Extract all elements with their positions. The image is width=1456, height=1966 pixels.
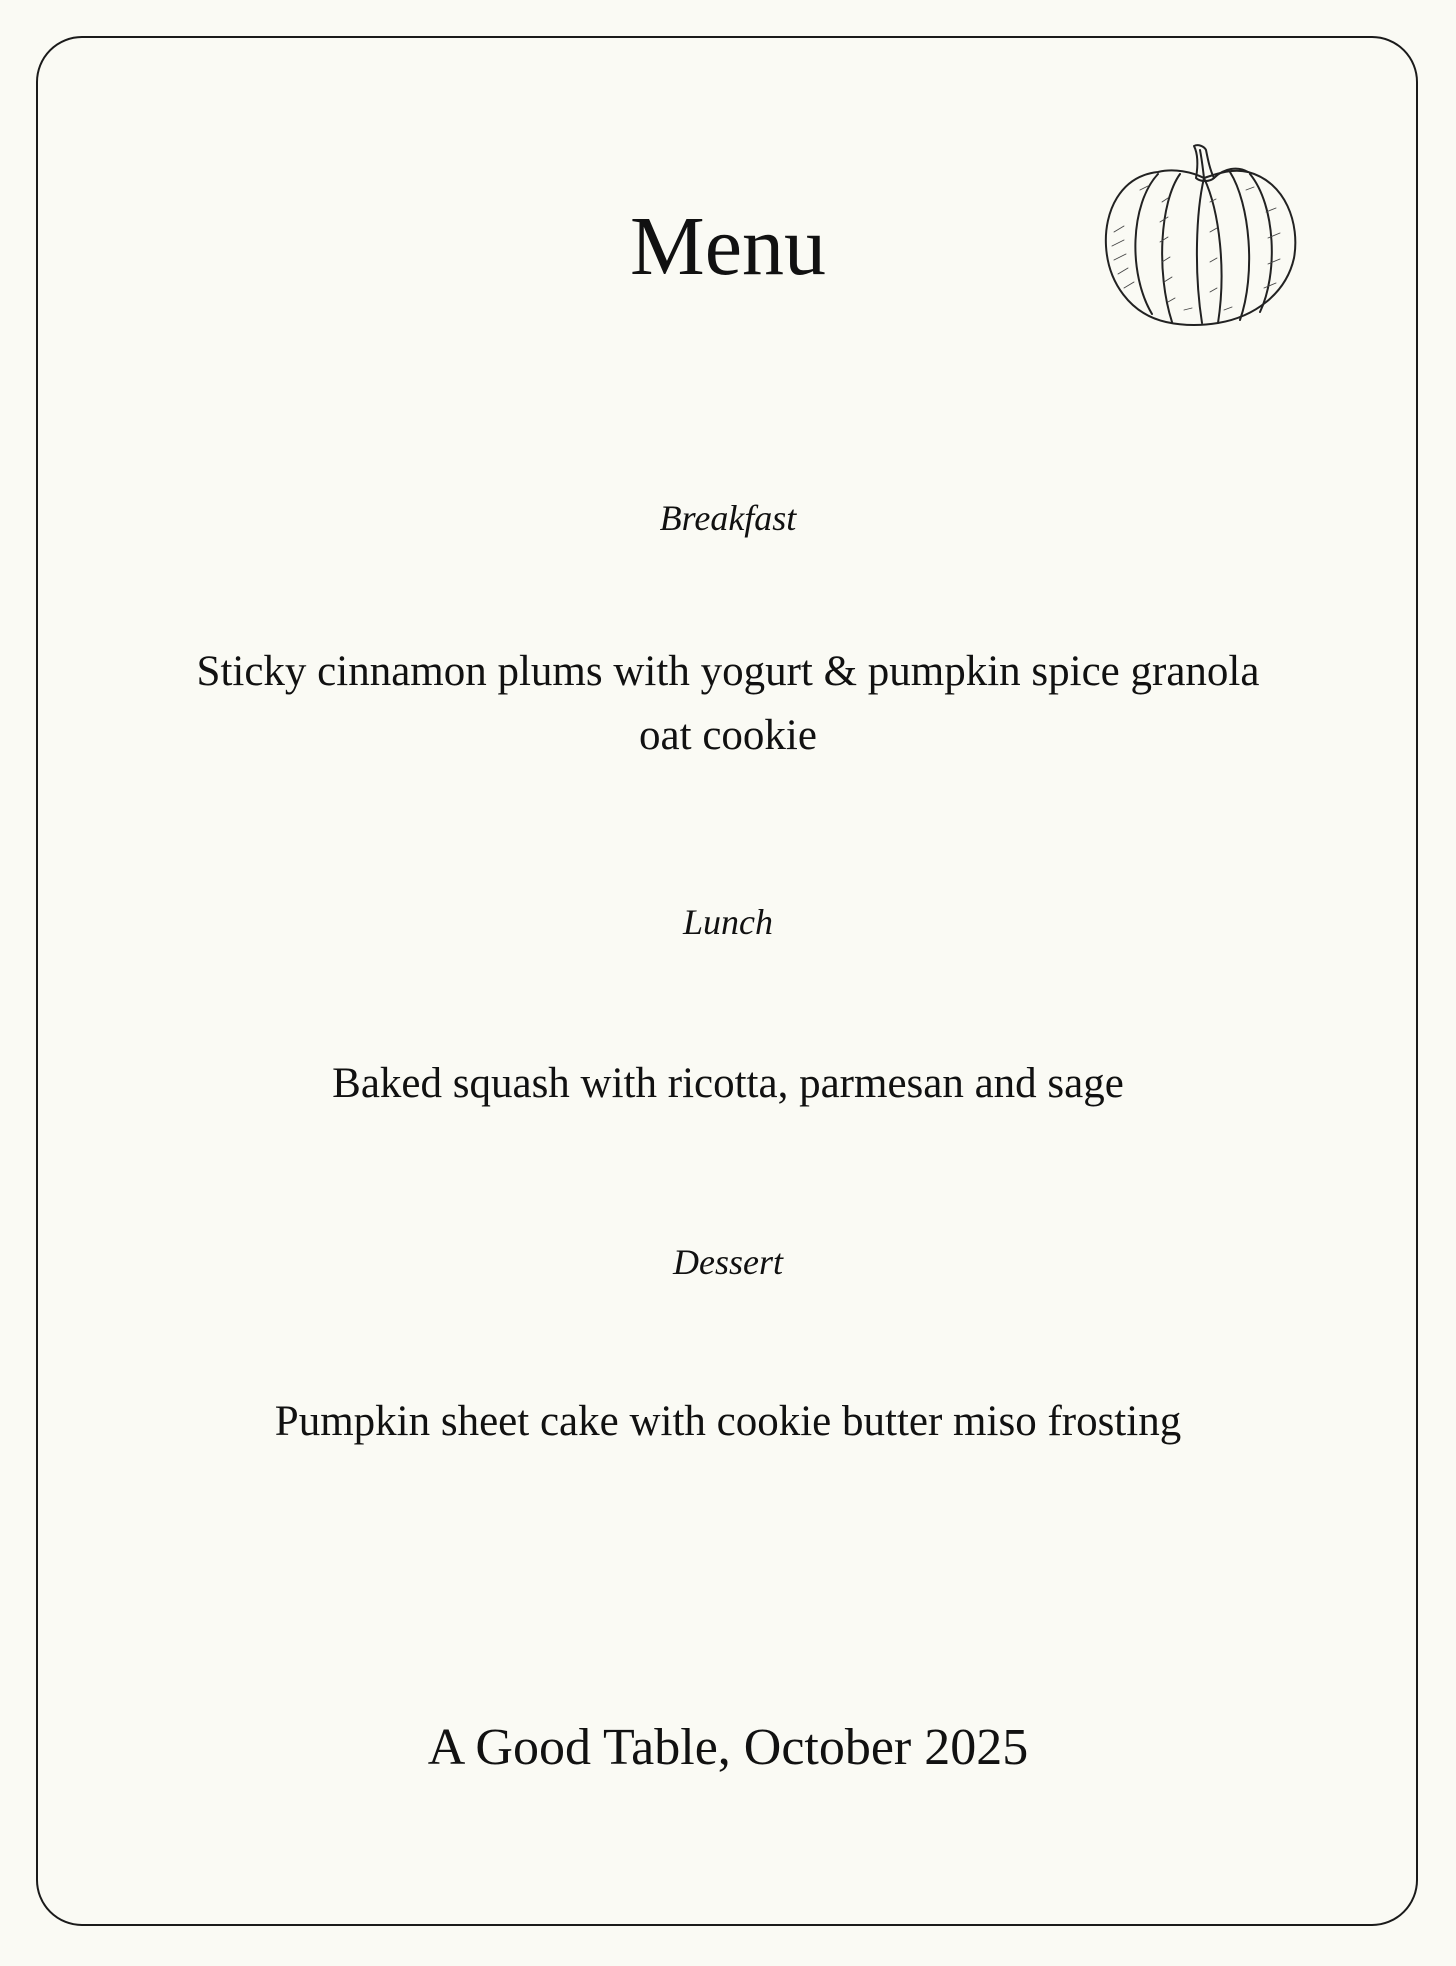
dish-breakfast-2: oat cookie [639, 712, 817, 759]
dish-lunch-1: Baked squash with ricotta, parmesan and sage [332, 1060, 1124, 1107]
menu-footer: A Good Table, October 2025 [427, 1719, 1029, 1776]
menu-title: Menu [630, 200, 826, 293]
section-label-dessert: Dessert [673, 1242, 783, 1282]
dish-breakfast-1: Sticky cinnamon plums with yogurt & pumpkin spice granola [196, 648, 1260, 695]
pumpkin-icon [1100, 142, 1302, 328]
section-label-breakfast: Breakfast [659, 498, 797, 538]
dish-dessert-1: Pumpkin sheet cake with cookie butter miso frosting [274, 1398, 1182, 1445]
section-label-lunch: Lunch [683, 902, 773, 942]
